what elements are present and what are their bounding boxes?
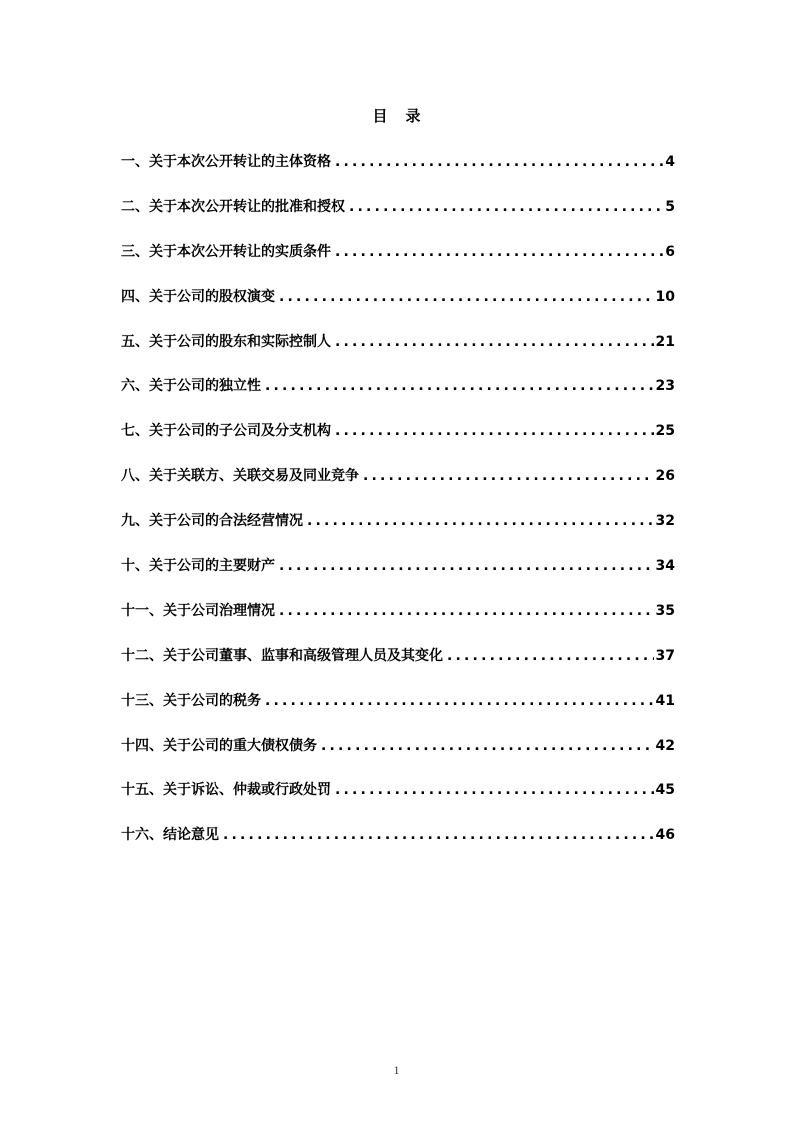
toc-entry-page: 25 — [655, 423, 675, 440]
toc-entry[interactable] — [121, 238, 675, 283]
dot-leader — [363, 462, 654, 490]
dot-leader — [307, 507, 654, 535]
toc-title-char: 目 — [372, 107, 388, 125]
toc-entry-label: 十三、关于公司的税务 — [121, 692, 261, 709]
dot-leader — [447, 642, 654, 670]
dot-leader — [335, 776, 654, 804]
page-number: 1 — [393, 1063, 400, 1077]
toc-entry-label: 六、关于公司的独立性 — [121, 378, 261, 395]
toc-entry[interactable] — [121, 462, 675, 507]
toc-entry-label: 二、关于本次公开转让的批准和授权 — [121, 198, 345, 215]
toc-entry-page: 42 — [655, 737, 675, 754]
toc-entry-label: 四、关于公司的股权演变 — [121, 288, 275, 305]
toc-entry[interactable] — [121, 687, 675, 732]
dot-leader — [335, 328, 654, 356]
toc-entry-label: 三、关于本次公开转让的实质条件 — [121, 243, 331, 260]
dot-leader — [335, 148, 663, 176]
toc-entry[interactable] — [121, 597, 675, 642]
dot-leader — [335, 417, 654, 445]
toc-entry-label: 十、关于公司的主要财产 — [121, 558, 275, 575]
toc-entry-page: 37 — [655, 647, 675, 664]
toc-entry-label: 九、关于公司的合法经营情况 — [121, 513, 303, 530]
toc-entry-label: 十五、关于诉讼、仲裁或行政处罚 — [121, 782, 331, 799]
toc-entry-page: 45 — [655, 782, 675, 799]
toc-entry-page: 46 — [655, 827, 675, 844]
toc-entry[interactable] — [121, 776, 675, 821]
toc-entry[interactable] — [121, 193, 675, 238]
toc-entry[interactable] — [121, 283, 675, 328]
toc-entry-page: 34 — [655, 558, 675, 575]
dot-leader — [335, 238, 663, 266]
dot-leader — [321, 732, 654, 760]
toc-entry-label: 五、关于公司的股东和实际控制人 — [121, 333, 331, 350]
toc-entry[interactable] — [121, 148, 675, 193]
toc-entry-page: 21 — [655, 333, 675, 350]
toc-entry[interactable] — [121, 417, 675, 462]
toc-entry-label: 十二、关于公司董事、监事和高级管理人员及其变化 — [121, 647, 443, 664]
toc-entry-page: 10 — [655, 288, 675, 305]
toc-entry-label: 八、关于关联方、关联交易及同业竞争 — [121, 468, 359, 485]
dot-leader — [349, 193, 663, 221]
toc-entry[interactable] — [121, 732, 675, 777]
toc-entry[interactable] — [121, 552, 675, 597]
toc-entry-label: 一、关于本次公开转让的主体资格 — [121, 154, 331, 170]
dot-leader — [265, 372, 654, 400]
toc-entry[interactable] — [121, 328, 675, 373]
toc-entry-page: 26 — [655, 468, 675, 485]
dot-leader — [279, 283, 654, 311]
toc-entry-label: 十一、关于公司治理情况 — [121, 602, 275, 619]
dot-leader — [279, 552, 654, 580]
toc-entry-page: 4 — [665, 154, 675, 170]
toc-entry-page: 6 — [665, 243, 675, 260]
toc-entry-page: 35 — [655, 602, 675, 619]
toc-entry-page: 32 — [655, 513, 675, 530]
dot-leader — [223, 821, 654, 849]
toc-entry-page: 41 — [655, 692, 675, 709]
toc-title — [0, 104, 793, 128]
toc-entry[interactable] — [121, 507, 675, 552]
toc-title-char: 录 — [405, 107, 421, 125]
toc-entry-label: 七、关于公司的子公司及分支机构 — [121, 423, 331, 440]
toc-entry[interactable] — [121, 642, 675, 687]
toc-entry-label: 十六、结论意见 — [121, 827, 219, 844]
toc-list — [121, 148, 675, 866]
toc-entry-label: 十四、关于公司的重大债权债务 — [121, 737, 317, 754]
toc-entry[interactable] — [121, 372, 675, 417]
dot-leader — [279, 597, 654, 625]
toc-entry-page: 23 — [655, 378, 675, 395]
dot-leader — [265, 687, 654, 715]
toc-entry[interactable] — [121, 821, 675, 866]
toc-entry-page: 5 — [665, 198, 675, 215]
